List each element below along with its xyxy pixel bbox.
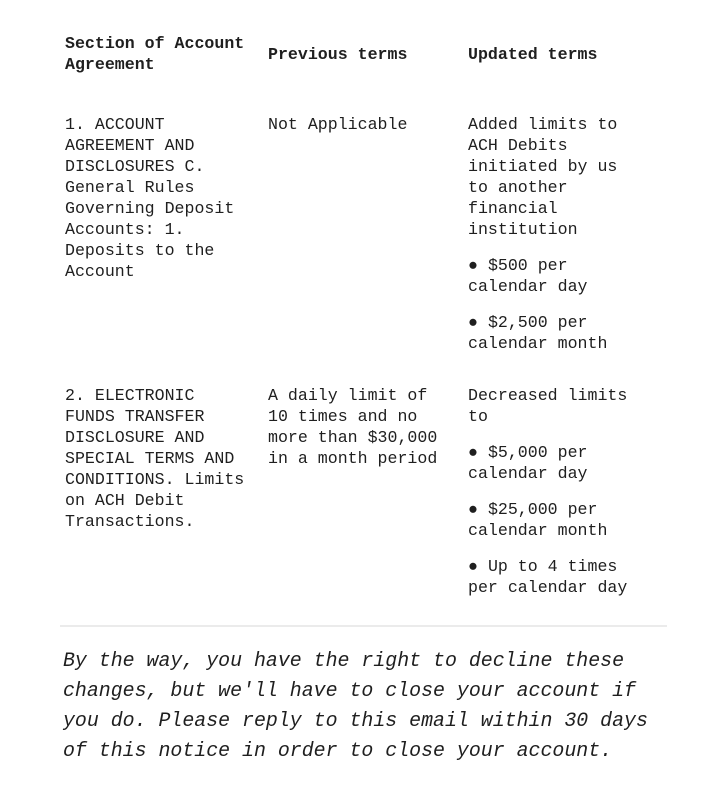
bullet-item: [468, 312, 637, 354]
cell-previous-terms: [268, 385, 468, 469]
bullet-icon: ●: [468, 500, 478, 519]
updated-terms-intro: Added limits to ACH Debits initiated by us to another financial institution: [468, 115, 618, 239]
cell-section: [65, 114, 268, 282]
table-row: [65, 114, 726, 354]
header-cell-previous: [268, 44, 468, 65]
decline-notice: By the way, you have the right to decline these changes, but we'll have to close your account if you do. Please reply to this email within 30 days of this notice in order to close your account.: [63, 649, 648, 762]
bullet-item: [468, 255, 637, 297]
header-label-updated: Updated terms: [468, 44, 598, 64]
bullet-text: $2,500 per calendar month: [468, 313, 608, 353]
header-label-section: Section of Account Agreement: [65, 34, 245, 74]
header-cell-section: [65, 33, 268, 75]
bullet-text: Up to 4 times per calendar day: [468, 557, 628, 597]
bullet-icon: ●: [468, 256, 478, 275]
bullet-item: [468, 442, 637, 484]
agreement-table: [65, 33, 726, 598]
bullet-text: $25,000 per calendar month: [468, 500, 608, 540]
bullet-icon: ●: [468, 557, 478, 576]
bullet-text: $5,000 per calendar day: [468, 443, 588, 483]
table-row: [65, 385, 726, 598]
bullet-icon: ●: [468, 443, 478, 462]
cell-updated-terms: [468, 385, 726, 598]
cell-previous-terms: [268, 114, 468, 135]
bullet-icon: ●: [468, 313, 478, 332]
section-text: 1. ACCOUNT AGREEMENT AND DISCLOSURES C. General Rules Governing Deposit Accounts: 1. Deposits to the Account: [65, 115, 235, 281]
bullet-item: [468, 499, 637, 541]
header-label-previous: Previous terms: [268, 44, 408, 64]
table-header-row: [65, 33, 726, 75]
previous-terms-text: A daily limit of 10 times and no more than $30,000 in a month period: [268, 386, 438, 468]
section-divider: [60, 625, 667, 627]
bullet-text: $500 per calendar day: [468, 256, 588, 296]
cell-updated-terms: [468, 114, 726, 354]
updated-terms-intro: Decreased limits to: [468, 386, 628, 426]
previous-terms-text: Not Applicable: [268, 115, 408, 134]
header-cell-updated: [468, 44, 726, 65]
section-text: 2. ELECTRONIC FUNDS TRANSFER DISCLOSURE AND SPECIAL TERMS AND CONDITIONS. Limits on ACH Debit Transactions.: [65, 386, 245, 531]
cell-section: [65, 385, 268, 532]
bullet-item: [468, 556, 637, 598]
